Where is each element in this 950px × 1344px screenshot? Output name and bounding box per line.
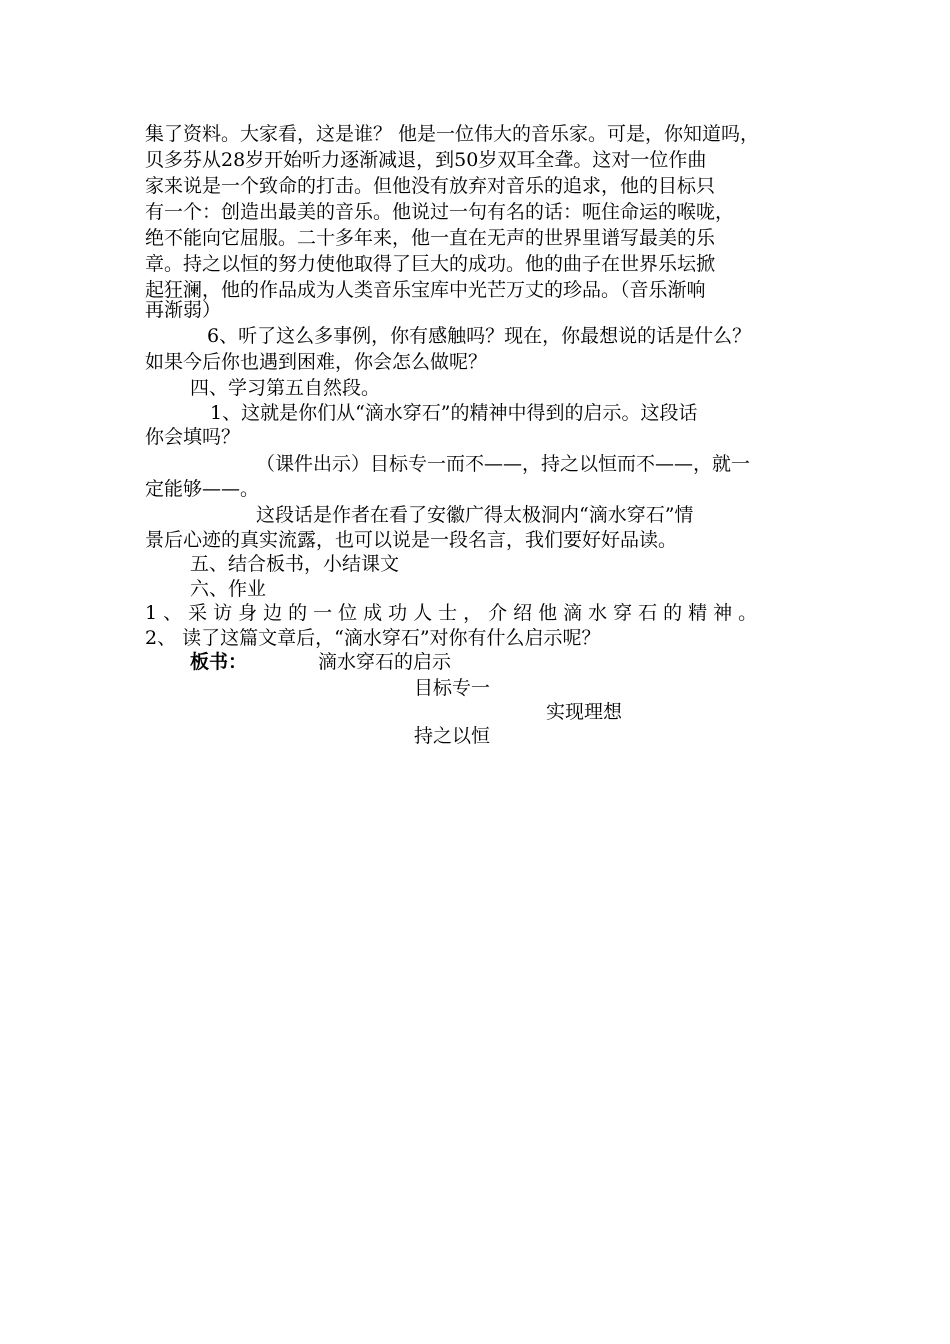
paragraph-line: 这段话是作者在看了安徽广得太极洞内“滴水穿石”情 <box>256 504 694 526</box>
paragraph-line: 景后心迹的真实流露，也可以说是一段名言，我们要好好品读。 <box>145 529 678 551</box>
board-item: 持之以恒 <box>414 725 491 747</box>
homework-item: 2、 读了这篇文章后，“滴水穿石”对你有什么启示呢？ <box>145 627 601 649</box>
paragraph-line: 贝多芬从28岁开始听力逐渐减退，到50岁双耳全聋。这对一位作曲 <box>145 149 707 171</box>
homework-item: 1、采访身边的一位成功人士，介绍他滴水穿石的精神。 <box>145 602 764 624</box>
board-item: 目标专一 <box>414 677 491 699</box>
board-label: 板书： <box>190 651 248 673</box>
paragraph-line: 1、这就是你们从“滴水穿石”的精神中得到的启示。这段话 <box>210 402 698 424</box>
paragraph-line: 如果今后你也遇到困难，你会怎么做呢？ <box>145 351 488 373</box>
paragraph-line: 你会填吗？ <box>145 426 241 448</box>
paragraph-line: 再渐弱） <box>145 299 222 321</box>
board-item: 实现理想 <box>546 701 623 723</box>
paragraph-line: 有一个：创造出最美的音乐。他说过一句有名的话：呃住命运的喉咙， <box>145 201 735 223</box>
section-heading: 四、学习第五自然段。 <box>190 377 381 399</box>
paragraph-line: 家来说是一个致命的打击。但他没有放弃对音乐的追求，他的目标只 <box>145 175 716 197</box>
paragraph-line: 6、听了这么多事例，你有感触吗？现在，你最想说的话是什么？ <box>207 325 752 347</box>
paragraph-line: 章。持之以恒的努力使他取得了巨大的成功。他的曲子在世界乐坛掀 <box>145 253 716 275</box>
paragraph-line: 集了资料。大家看，这是谁？ 他是一位伟大的音乐家。可是，你知道吗， <box>145 123 760 145</box>
paragraph-line: 起狂澜，他的作品成为人类音乐宝库中光芒万丈的珍品。（音乐渐响 <box>145 279 706 301</box>
paragraph-line: （课件出示）目标专一而不——，持之以恒而不——，就一 <box>256 453 751 475</box>
board-title: 滴水穿石的启示 <box>318 651 452 673</box>
paragraph-line: 绝不能向它屈服。二十多年来，他一直在无声的世界里谱写最美的乐 <box>145 227 716 249</box>
section-heading: 五、结合板书，小结课文 <box>190 553 400 575</box>
section-heading: 六、作业 <box>190 578 267 600</box>
paragraph-line: 定能够——。 <box>145 478 260 500</box>
